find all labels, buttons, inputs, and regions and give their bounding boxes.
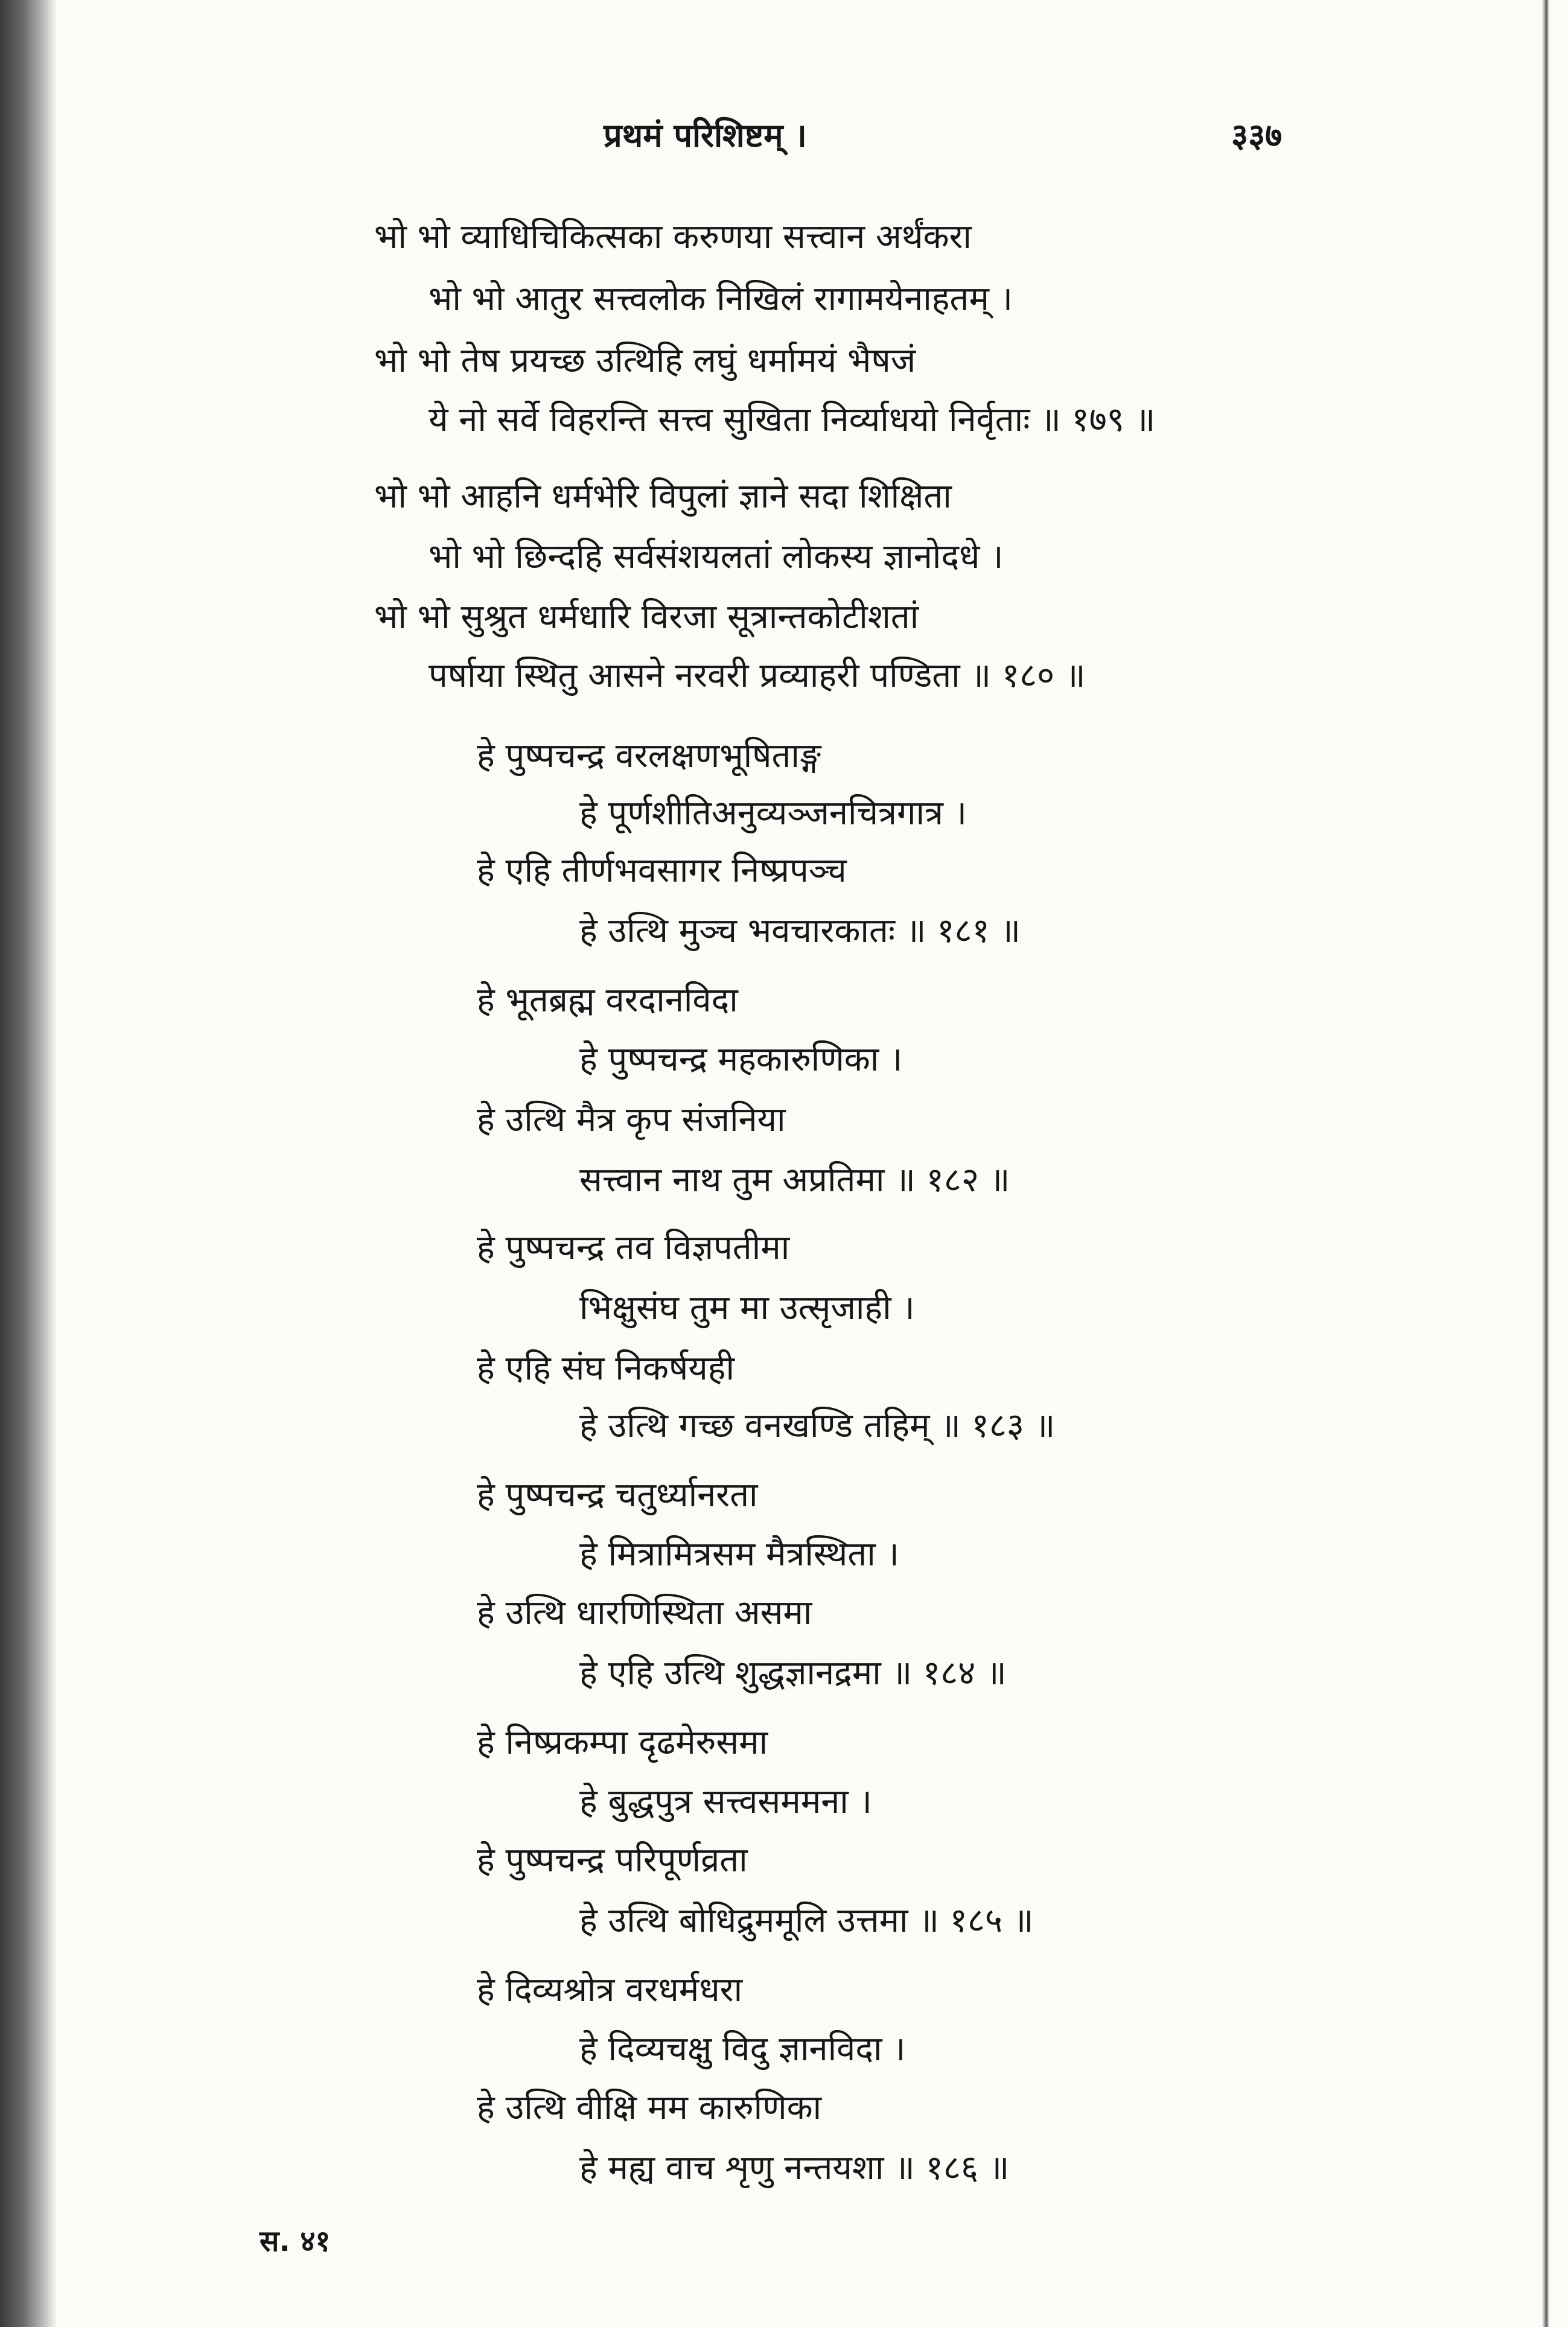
scan-shadow-left — [0, 0, 57, 2327]
verse-line: सत्त्वान नाथ तुम अप्रतिमा ॥ १८२ ॥ — [579, 1160, 1010, 1200]
verse-line: हे उत्थि गच्छ वनखण्डि तहिम् ॥ १८३ ॥ — [579, 1406, 1056, 1445]
verse-line: हे पुष्पचन्द्र वरलक्षणभूषिताङ्ग — [477, 736, 821, 775]
scan-shadow-right — [1542, 0, 1549, 2327]
verse-line: हे निष्प्रकम्पा दृढमेरुसमा — [477, 1723, 768, 1762]
verse-line: हे उत्थि बोधिद्रुममूलि उत्तमा ॥ १८५ ॥ — [579, 1901, 1034, 1940]
verse-line: हे पुष्पचन्द्र परिपूर्णव्रता — [477, 1841, 748, 1880]
verse-line: हे एहि तीर्णभवसागर निष्प्रपञ्च — [477, 851, 847, 890]
verse-line: भो भो तेष प्रयच्छ उत्थिहि लघुं धर्मामयं भैषजं — [374, 341, 916, 380]
verse-line: हे मह्य वाच शृणु नन्तयशा ॥ १८६ ॥ — [579, 2148, 1010, 2188]
printer-signature-mark: स. ४१ — [260, 2224, 331, 2258]
verse-line: पर्षाया स्थितु आसने नरवरी प्रव्याहरी पण्डिता ॥ १८० ॥ — [429, 656, 1086, 695]
verse-line: हे एहि उत्थि शुद्धज्ञानद्रमा ॥ १८४ ॥ — [579, 1654, 1007, 1693]
verse-line: हे पूर्णशीतिअनुव्यञ्जनचित्रगात्र । — [579, 794, 967, 833]
verse-line: हे दिव्यचक्षु विदु ज्ञानविदा । — [579, 2029, 906, 2069]
verse-line: भिक्षुसंघ तुम मा उत्सृजाही । — [579, 1288, 915, 1328]
verse-line: हे पुष्पचन्द्र चतुर्ध्यानरता — [477, 1475, 758, 1515]
verse-line: हे पुष्पचन्द्र महकारुणिका । — [579, 1040, 903, 1079]
verse-line: हे उत्थि धारणिस्थिता असमा — [477, 1593, 812, 1632]
verse-line: भो भो व्याधिचिकित्सका करुणया सत्त्वान अर्थंकरा — [374, 217, 972, 256]
page-number: ३३७ — [1231, 116, 1283, 154]
verse-line: हे मित्रामित्रसम मैत्रस्थिता । — [579, 1535, 899, 1574]
verse-line: भो भो आहनि धर्मभेरि विपुलां ज्ञाने सदा शिक्षिता — [374, 477, 952, 516]
verse-line: भो भो आतुर सत्त्वलोक निखिलं रागामयेनाहतम् । — [429, 279, 1013, 319]
verse-line: हे बुद्धपुत्र सत्त्वसममना । — [579, 1782, 872, 1821]
verse-line: भो भो छिन्दहि सर्वसंशयलतां लोकस्य ज्ञानोदधे । — [429, 537, 1004, 576]
verse-line: हे उत्थि मुञ्च भवचारकातः ॥ १८१ ॥ — [579, 911, 1021, 950]
verse-line: हे भूतब्रह्म वरदानविदा — [477, 981, 738, 1020]
verse-line: हे उत्थि वीक्षि मम कारुणिका — [477, 2088, 822, 2127]
verse-line: ये नो सर्वे विहरन्ति सत्त्व सुखिता निर्व्याधयो निर्वृताः ॥ १७९ ॥ — [429, 400, 1156, 439]
verse-line: हे उत्थि मैत्र कृप संजनिया — [477, 1100, 786, 1139]
page-header-title: प्रथमं परिशिष्टम् । — [604, 116, 807, 154]
verse-line: भो भो सुश्रुत धर्मधारि विरजा सूत्रान्तकोटीशतां — [374, 597, 919, 637]
verse-line: हे दिव्यश्रोत्र वरधर्मधरा — [477, 1970, 743, 2010]
verse-line: हे पुष्पचन्द्र तव विज्ञपतीमा — [477, 1228, 790, 1267]
verse-line: हे एहि संघ निकर्षयही — [477, 1349, 735, 1388]
